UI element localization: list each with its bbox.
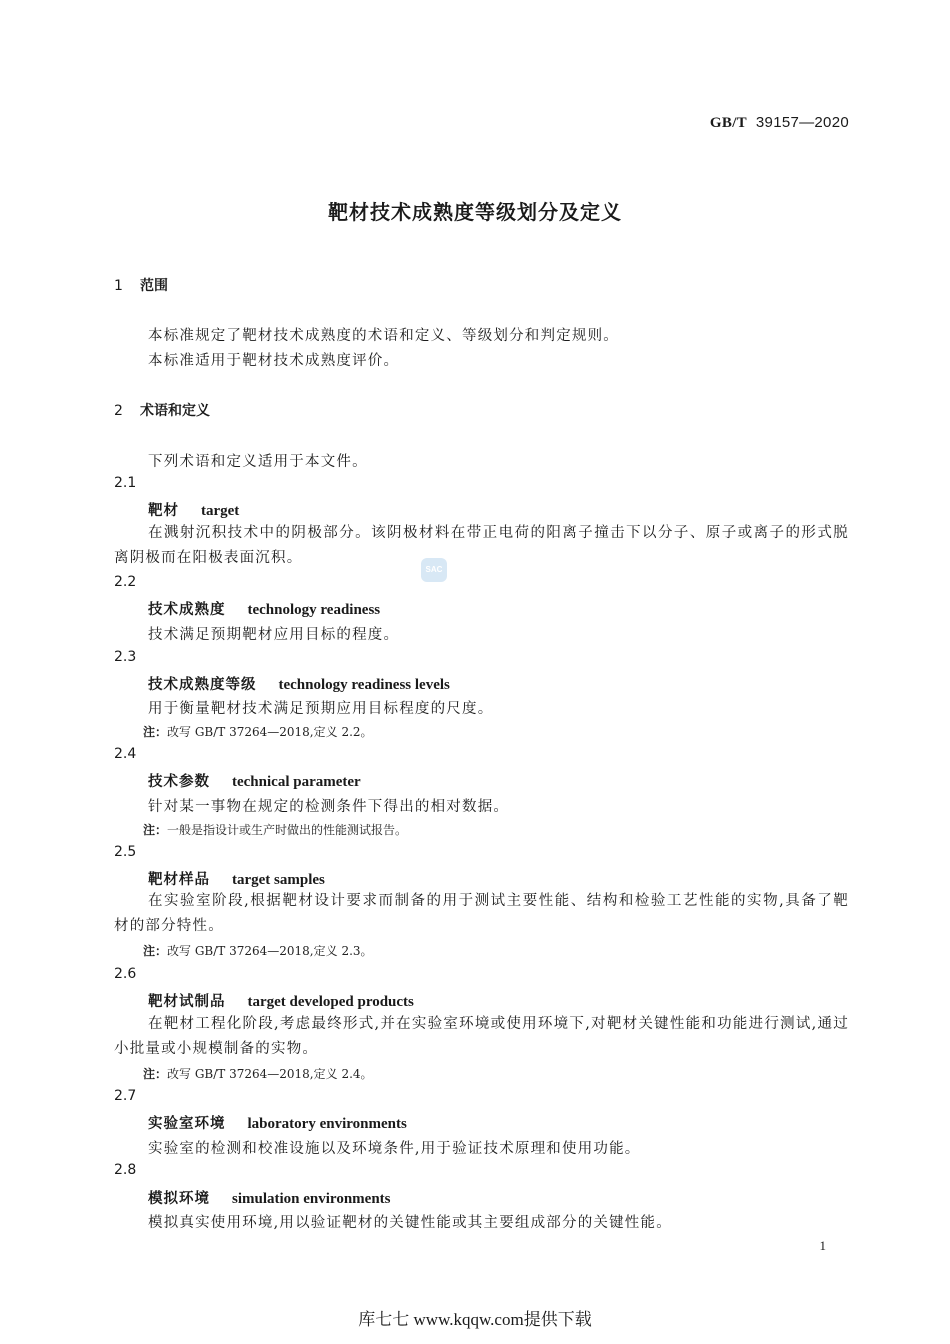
section-2-intro: 下列术语和定义适用于本文件。 — [148, 454, 368, 470]
term-definition: 在溅射沉积技术中的阴极部分。该阴极材料在带正电荷的阳离子撞击下以分子、原子或离子的形式脱离阴极而在阳极表面沉积。 — [114, 525, 849, 566]
standard-code: GB/T 39157—2020 — [709, 114, 849, 131]
term-definition: 针对某一事物在规定的检测条件下得出的相对数据。 — [148, 799, 510, 815]
page-number: 1 — [819, 1238, 826, 1253]
clause-number: 2.8 — [114, 1162, 137, 1178]
clause-number: 2.6 — [114, 966, 137, 982]
term-definition: 实验室的检测和校准设施以及环境条件,用于验证技术原理和使用功能。 — [148, 1141, 641, 1157]
section-1-para-2: 本标准适用于靶材技术成熟度评价。 — [148, 353, 400, 369]
clause-number: 2.5 — [114, 844, 137, 860]
term-heading: 技术参数 technical parameter — [148, 774, 361, 790]
term-note: 注：改写 GB/T 37264—2018,定义 2.4。 — [143, 1067, 373, 1081]
download-footer: 库七七 www.kqqw.com提供下载 — [358, 1310, 592, 1329]
section-1-heading: 1 范围 — [114, 278, 168, 294]
sac-watermark-logo: SAC — [421, 558, 447, 582]
term-note: 注：改写 GB/T 37264—2018,定义 2.3。 — [143, 944, 373, 958]
term-definition: 在靶材工程化阶段,考虑最终形式,并在实验室环境或使用环境下,对靶材关键性能和功能进行测试,通过小批量或小规模制备的实物。 — [114, 1016, 849, 1057]
clause-number: 2.4 — [114, 746, 137, 762]
clause-number: 2.1 — [114, 475, 137, 491]
term-heading: 实验室环境 laboratory environments — [148, 1116, 407, 1132]
term-note: 注：一般是指设计或生产时做出的性能测试报告。 — [143, 823, 408, 837]
term-heading: 技术成熟度 technology readiness — [148, 602, 381, 618]
term-note: 注：改写 GB/T 37264—2018,定义 2.2。 — [143, 725, 373, 739]
term-heading: 模拟环境 simulation environments — [148, 1191, 391, 1207]
term-heading: 靶材样品 target samples — [148, 872, 325, 888]
section-2-heading: 2 术语和定义 — [114, 403, 210, 419]
term-heading: 靶材 target — [148, 503, 240, 519]
term-definition: 在实验室阶段,根据靶材设计要求而制备的用于测试主要性能、结构和检验工艺性能的实物,具备了靶材的部分特性。 — [114, 893, 849, 934]
clause-number: 2.3 — [114, 649, 137, 665]
term-definition: 用于衡量靶材技术满足预期应用目标程度的尺度。 — [148, 701, 494, 717]
document-title: 靶材技术成熟度等级划分及定义 — [328, 200, 622, 224]
term-definition: 模拟真实使用环境,用以验证靶材的关键性能或其主要组成部分的关键性能。 — [148, 1215, 672, 1231]
term-heading: 靶材试制品 target developed products — [148, 994, 414, 1010]
term-definition: 技术满足预期靶材应用目标的程度。 — [148, 627, 400, 643]
clause-number: 2.7 — [114, 1088, 137, 1104]
clause-number: 2.2 — [114, 574, 137, 590]
term-heading: 技术成熟度等级 technology readiness levels — [148, 677, 450, 693]
section-1-para-1: 本标准规定了靶材技术成熟度的术语和定义、等级划分和判定规则。 — [148, 328, 619, 344]
